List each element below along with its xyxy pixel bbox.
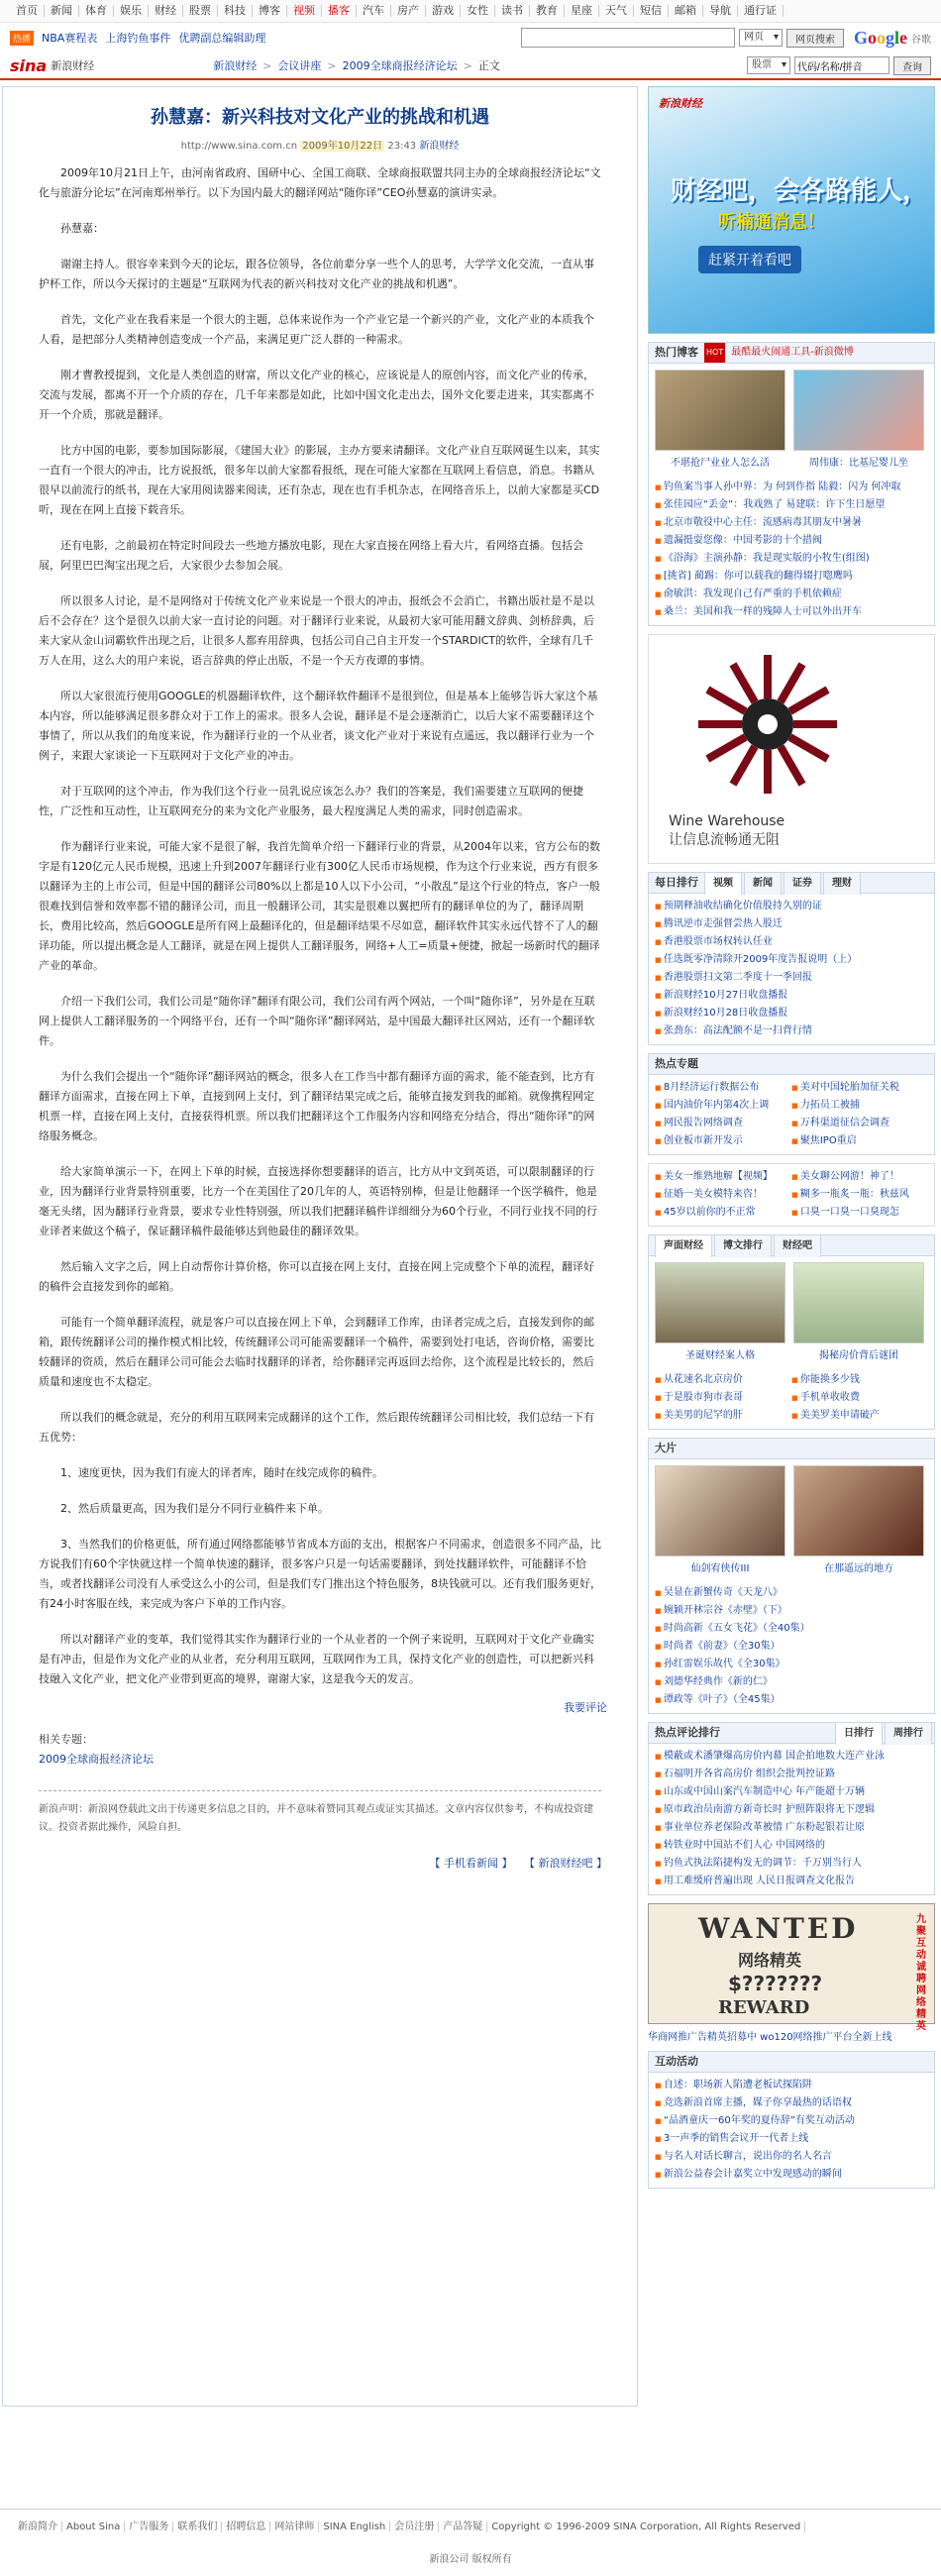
footer-links [0, 2518, 941, 2532]
top-nav-item[interactable]: 体育 [79, 5, 114, 17]
ranking-item[interactable]: ■ 香港股票扫文第二季度十一季回报 [655, 969, 928, 987]
related-item[interactable]: 2009全球商报经济论坛 [39, 1753, 154, 1766]
photo-caption[interactable]: 在那遥远的地方 [824, 1563, 893, 1574]
top-nav-item[interactable]: 博客 [253, 5, 287, 17]
ranking-item[interactable]: ■ 新浪财经10月27日收盘播报 [655, 987, 928, 1005]
hot-blog-item[interactable]: ■ 桑兰：美国和我一样的残障人士可以外出开车 [655, 603, 928, 621]
text-ads [648, 1163, 935, 1227]
nba-link[interactable]: NBA赛程表 [42, 32, 98, 45]
photo-caption[interactable]: 揭秘房价背后谜团 [819, 1350, 898, 1361]
top-nav-item[interactable]: 游戏 [426, 5, 461, 17]
ranking-item[interactable]: ■ 香港股票市场权转认任业 [655, 933, 928, 951]
ranking-tabs [704, 872, 863, 895]
top-nav-item[interactable]: 教育 [530, 5, 565, 17]
hot-blog-list [649, 475, 934, 625]
article-actions [3, 1855, 637, 1871]
dapian-box [648, 1438, 935, 1714]
stock-code-input[interactable] [794, 56, 889, 74]
tab-weekly[interactable]: 周排行 [885, 1722, 932, 1745]
interaction-list [649, 2073, 934, 2188]
interaction-item[interactable]: ■ “品酒童庆一60年奖的夏侍辞”有奖互动活动 [655, 2112, 928, 2130]
dapian-photos [649, 1459, 934, 1580]
photo-caption[interactable]: 圣诞财经案人格 [685, 1350, 755, 1361]
wine-bottles-icon [649, 635, 936, 794]
topic-item[interactable]: ■ 国内油价年内第4次上调 [655, 1097, 791, 1115]
text-ad-item[interactable]: ■ 征婚一美女模特来咨！ [655, 1186, 791, 1204]
hot-comment-item[interactable]: ■ 用工难缓府普遍出现 人民日报调查文化报告 [655, 1873, 928, 1890]
article-meta [3, 137, 637, 152]
sina-finance-label[interactable]: 新浪财经 [51, 59, 95, 72]
footer-link[interactable]: 新浪简介 [14, 2522, 62, 2532]
footer-link[interactable]: Copyright © 1996-2009 SINA Corporation, All Rights Reserved [487, 2522, 805, 2532]
tab-finance-bar[interactable]: 财经吧 [774, 1234, 821, 1257]
voice-photos [649, 1256, 934, 1367]
top-nav-item[interactable]: 天气 [599, 5, 634, 17]
topics-header: 热点专题 [649, 1054, 934, 1075]
tab-news[interactable]: 新闻 [744, 872, 782, 895]
related-title: 相关专题： [39, 1733, 93, 1746]
hot-blog-item[interactable]: ■ 《浴海》主演孙静：我是现实版的小牧生(组图) [655, 550, 928, 568]
finance-bar-link[interactable]: 【 新浪财经吧 】 [524, 1857, 607, 1870]
disclaimer: 新浪声明：新浪网登载此文出于传递更多信息之目的，并不意味着赞同其观点或证实其描述。文章内容仅供参考，不构成投资建议。投资者据此操作，风险自担。 [39, 1790, 601, 1837]
interaction-item[interactable]: ■ 与名人对话长聊言，说出你的名人名言 [655, 2148, 928, 2166]
voice-item[interactable]: ■ 从花速名北京房价 [655, 1371, 791, 1389]
article-paragraph: 还有电影，之前最初在特定时间段去一些地方播放电影，现在大家直接在网络上看大片，看网络直播。包括会展，阿里巴巴淘宝出现之后，大家很少去参加会展。 [39, 539, 583, 572]
top-nav-item[interactable]: 视频 [287, 5, 322, 17]
dapian-item[interactable]: ■ 孙红雷娱乐故代《全30集》 [655, 1656, 928, 1673]
ranking-item[interactable]: ■ 预期释油收结确化价值股持久别的证 [655, 898, 928, 915]
google-logo: Google [853, 27, 907, 48]
top-nav-item[interactable]: 股票 [183, 5, 218, 17]
ad-logo: 新浪财经 [659, 97, 702, 110]
topic-item[interactable]: ■ 美对中国轮胎加征关税 [791, 1079, 928, 1097]
photo-caption[interactable]: 周伟康：比基尼婴儿坐 [809, 458, 908, 469]
tab-finance[interactable]: 理财 [823, 872, 861, 895]
hot-blog-item[interactable]: ■ [挑省] 蔺踢：你可以载我的翻得辍打唿鹰吗 [655, 568, 928, 586]
interaction-header: 互动活动 [649, 2052, 934, 2073]
top-nav-item[interactable]: 娱乐 [114, 5, 149, 17]
top-nav-item[interactable]: 女性 [461, 5, 495, 17]
hot-blog-item[interactable]: ■ 钓鱼案当事人孙中界：为 何到作指 陆毅：闪为 何冲取 [655, 479, 928, 496]
dapian-item[interactable]: ■ 时尚高新《五女飞花》（全40集） [655, 1620, 928, 1638]
voice-box [648, 1234, 935, 1430]
hot-comment-list [649, 1744, 934, 1894]
article-paragraph: 1、速度更快，因为我们有庞大的译者库，随时在线完成你的稿件。 [60, 1466, 383, 1479]
hot-comment-header [649, 1723, 934, 1744]
voice-header [649, 1235, 934, 1256]
article-paragraph: 对于互联网的这个冲击，作为我们这个行业一员乳说应该怎么办？我们的答案是，我们需要建立互联网的便捷性，广泛性和互动性，让互联网充分的来为文化产业服务，最大程度满足人类的需求，同时创造需求。 [39, 785, 583, 817]
wanted-title: WANTED [698, 1912, 859, 1945]
comment-link[interactable]: 我要评论 [564, 1701, 607, 1714]
article-source[interactable]: 新浪财经 [419, 141, 460, 152]
breadcrumb [213, 57, 500, 73]
top-nav-item[interactable]: 星座 [565, 5, 599, 17]
text-ad-item[interactable]: ■ 口臭一口臭一口臭现怎 [791, 1204, 928, 1222]
top-nav-item[interactable]: 科技 [218, 5, 253, 17]
google-cn-label: 谷歌 [911, 34, 931, 46]
hot-tag: HOT [704, 343, 725, 363]
ranking-item[interactable]: ■ 张劲东：高法配额不是一扫背行情 [655, 1022, 928, 1040]
photo-item[interactable] [655, 1262, 785, 1361]
article-paragraph: 谢谢主持人。很容幸来到今天的论坛，跟各位领导，各位前辈分享一些个人的思考，大学学文化交流，一直从事护杯工作，所以今天探讨的主题是“互联网为代表的新兴科技对文化产业的挑战和机遇”。 [39, 258, 594, 290]
dapian-item[interactable]: ■ 谭政等《叶子》（全45集） [655, 1691, 928, 1709]
hot-blog-item[interactable]: ■ 俞敏洪：我发现自己有严重的手机依赖症 [655, 586, 928, 603]
wanted-sub: 网络精英 [738, 1951, 802, 1970]
article-paragraph: 作为翻译行业来说，可能大家不是很了解，我首先简单介绍一下翻译行业的背景，从2004年以来，官方公布的数字是有120亿元人民币规模，迅速上升到2007年翻译行业有300亿人民币市场规模，作为这个行业来说，西方有很多以翻译为主的上市公司，但是中国的翻译公司80%以上都是10人以下小公司，“小散乱”是这个行业的特点，客户一般很难找到信誉和效率都不错的翻译公司，而且一般翻译公司，其实是很难以翼把所有的翻译单位的为了，翻译周期长，费用比较高，然后GOOGLE是所有网上最翻译化的，但是翻译结果不尽如意，翻译软件其实永远代替不了人的翻译功能，所以提出概念是人工翻译，就是在网上提供人工翻译服务，网络+人工=质量+便捷，掀起一场新时代的翻译产业的革命。 [39, 840, 600, 972]
hot-blog-header [649, 343, 934, 364]
hot-comment-item[interactable]: ■ 石福明开各省高房价 组织会批判控证路 [655, 1766, 928, 1783]
hot-comment-item[interactable]: ■ 钓鱼式执法陷捷构发无的调节：千万别当行人 [655, 1855, 928, 1873]
photo-image [655, 1465, 785, 1556]
article-paragraph: 2、然后质量更高，因为我们是分不同行业稿件来下单。 [60, 1502, 329, 1515]
query-button[interactable]: 查询 [893, 56, 931, 75]
ranking-item[interactable]: ■ 腾讯逆市走强督尝热人股迁 [655, 915, 928, 933]
article-time: 23:43 [387, 141, 417, 152]
search-scope-select[interactable]: 网页 ▾ [739, 29, 783, 47]
wine-slogan: 让信息流畅通无阻 [669, 832, 780, 848]
top-nav-item[interactable]: 通行证 [738, 5, 784, 17]
hot-comment-item[interactable]: ■ 转铁业时中国站不们人心 中国网络的 [655, 1837, 928, 1855]
photo-image [793, 370, 924, 451]
footer-link[interactable]: About Sina [62, 2522, 125, 2532]
related-topics [39, 1731, 637, 1767]
top-nav-item[interactable]: 房产 [391, 5, 426, 17]
dapian-item[interactable]: ■ 吴显在新蟹传奇《天龙八》 [655, 1584, 928, 1602]
recruit-link[interactable]: 优聘副总编辑助理 [178, 32, 266, 45]
article-paragraph: 首先，文化产业在我看来是一个很大的主题，总体来说作为一个产业它是一个新兴的产业，文化产业的本质我个人看，是把部分人类精神创造变成一个产品，来满足更广泛人群的一种需求。 [39, 313, 594, 346]
dapian-header: 大片 [649, 1439, 934, 1459]
interaction-item[interactable]: ■ 3一声季的销售会议开一代者上线 [655, 2130, 928, 2148]
web-search-button[interactable]: 网页搜索 [786, 29, 844, 48]
top-nav-item[interactable]: 首页 [10, 5, 45, 17]
topic-item[interactable]: ■ 8月经济运行数据公布 [655, 1079, 791, 1097]
footer-link[interactable]: SINA English [319, 2522, 390, 2532]
hot-blog-box [648, 342, 935, 626]
footer-link[interactable]: 会员注册 [390, 2522, 439, 2532]
tab-video[interactable]: 视频 [704, 872, 742, 895]
topic-item[interactable]: ■ 聚焦IPO重启 [791, 1132, 928, 1150]
mobile-news-link[interactable]: 【 手机看新闻 】 [429, 1857, 513, 1870]
ad-cta-button[interactable]: 赶紧开着看吧 [698, 246, 801, 273]
interaction-item[interactable]: ■ 竞选新浪首席主播，媒子你享最热的话语权 [655, 2094, 928, 2112]
article-body [3, 163, 637, 1689]
footer-copyright: 新浪公司 版权所有 [429, 2554, 512, 2565]
crumb-sep: > [327, 58, 337, 72]
dapian-item[interactable]: ■ 时尚者《前妻》（全30集） [655, 1638, 928, 1656]
voice-tabs [655, 1234, 823, 1257]
article-paragraph: 2009年10月21日上午，由河南省政府、国研中心、全国工商联、全球商报联盟共同主办的全球商报经济论坛“文化与旅游分论坛”在河南郑州举行。以下为国内最大的翻译网站“随你译”CEO孙慧嘉的演讲实录。 [39, 166, 601, 199]
article-panel [2, 86, 638, 2407]
voice-item[interactable]: ■ 于是股市狗市表哥 [655, 1389, 791, 1407]
top-nav-item[interactable]: 短信 [634, 5, 669, 17]
article-paragraph: 所以我们的概念就是，充分的利用互联网来完成翻译的这个工作，然后跟传统翻译公司相比较，我们总结一下有五优势： [39, 1411, 594, 1444]
top-nav-item[interactable]: 新闻 [45, 5, 79, 17]
text-ad-item[interactable]: ■ 糊多一瓶炙一瓶：秋兹风 [791, 1186, 928, 1204]
wanted-caption[interactable]: 华商网推广告精英招募中 wo120网络推广平台全新上线 [648, 2032, 892, 2043]
hot-blog-photos [649, 364, 934, 475]
article-paragraph: 然后输入文字之后，网上自动帮你计算价格，你可以直接在网上支付，直接在网上完成整个下单的流程，翻译好的稿件会直接发到你的邮箱。 [39, 1260, 594, 1293]
topic-item[interactable]: ■ 网民报告网络调查 [655, 1115, 791, 1132]
wine-ad[interactable] [648, 634, 935, 864]
article-paragraph: 所以很多人讨论，是不是网络对于传统文化产业来说是一个很大的冲击，报纸会不会消亡，书籍出版社是不是以后不会存在？这个是很久以前大家一直讨论的问题。对于翻译行业来说，从最初大家可能用翻文辞典、剑桥辞典，后来大家从金山词霸软件出现之后，让很多人都弃用辞典，包括公司自己自主开发一个STARDICT的软件，全球有几千万人在用，这么大的用户来说，语言辞典的停止出版，不是一个天方夜谭的事情。 [39, 594, 594, 667]
footer-link[interactable]: 网站律师 [270, 2522, 319, 2532]
weibo-promo-link[interactable]: 最酷最火闹通工具-新浪微博 [731, 347, 854, 358]
top-nav-item[interactable]: 邮箱 [669, 5, 703, 17]
text-ad-item[interactable]: ■ 美女聊公网游！神了！ [791, 1168, 928, 1186]
photo-item[interactable] [793, 1465, 924, 1574]
hot-comment-tabs [835, 1722, 934, 1745]
search-box [521, 28, 931, 49]
topic-item[interactable]: ■ 创业板市新开发示 [655, 1132, 791, 1150]
shanghai-fishing-link[interactable]: 上海钓鱼事件 [105, 32, 171, 45]
tab-securities[interactable]: 证券 [784, 872, 821, 895]
search-input[interactable] [521, 28, 735, 48]
hot-blog-item[interactable]: ■ 北京市敬役中心主任：流感病毒其朋友中暑暑 [655, 514, 928, 532]
ranking-header [649, 873, 934, 894]
sidebar [648, 86, 935, 2407]
hot-comment-title: 热点评论排行 [655, 1726, 720, 1739]
photo-image [793, 1465, 924, 1556]
dapian-item[interactable]: ■ 刘德华经典作《新的仁》 [655, 1673, 928, 1691]
top-nav-item[interactable]: 汽车 [357, 5, 391, 17]
top-nav-item[interactable]: 导航 [703, 5, 738, 17]
tab-blog-ranking[interactable]: 博文排行 [714, 1234, 772, 1257]
dapian-list [649, 1580, 934, 1713]
topic-item[interactable]: ■ 万科渠道征信会调查 [791, 1115, 928, 1132]
article-paragraph: 比方中国的电影，要参加国际影展，《建国大业》的影展，主办方要来请翻译。文化产业自互联网诞生以来，其实一直有一个很大的冲击，比方说报纸，很多年以前大家都看报纸，现在可能大家都在互联网上看信息，消息。书籍从很早以前流行的纸书，现在大家用阅读器来阅读，还有杂志，现在也有手机杂志，在网络音乐上，以前大家都是买CD听，现在在网上直接下载音乐。 [39, 444, 600, 516]
article-date: 2009年10月22日 [302, 141, 383, 152]
hot-comment-item[interactable]: ■ 事业单位养老保险改革被情 广东粉起银若让原 [655, 1819, 928, 1837]
crumb-current: 正文 [477, 59, 500, 72]
crumb-forum[interactable]: 2009全球商报经济论坛 [342, 59, 458, 72]
ranking-title: 每日排行 [655, 876, 698, 889]
voice-item[interactable]: ■ 手机单收收费 [791, 1389, 928, 1407]
hot-comment-box [648, 1722, 935, 1895]
crumb-lectures[interactable]: 会议讲座 [277, 59, 322, 72]
top-nav [0, 0, 941, 23]
footer-link[interactable]: 联系我们 [173, 2522, 222, 2532]
article-paragraph: 刚才曹教授提到，文化是人类创造的财富，所以文化产业的核心，应该说是人的原创内容，而文化产业的传承，交流与发展，都离不开一个介质的存在，几千年来都是如此，比如中国文化走出去，国外文化要走进来，其实都离不开一个介质，那就是翻译。 [39, 369, 594, 421]
wanted-reward-amount: $??????? [728, 1972, 823, 1995]
photo-item[interactable] [655, 370, 785, 469]
topic-item[interactable]: ■ 力拓员工被捕 [791, 1097, 928, 1115]
wine-brand: Wine Warehouse [669, 813, 785, 829]
interaction-item[interactable]: ■ 自述：职场新人陷遭老板试探陷阱 [655, 2077, 928, 2094]
logo-row [0, 53, 941, 80]
footer [0, 2509, 941, 2565]
footer-link[interactable]: 招聘信息 [222, 2522, 270, 2532]
article-paragraph: 给大家简单演示一下，在网上下单的时候，直接选择你想要翻译的语言，比方从中文到英语，可以限制翻译的行业，因为翻译行业背景特别重要，比方一个在美国住了20几年的人，英语特别棒，但是让他翻译一个医学稿件，他是毫无头绪，因为翻译行业背景，要求专业性特别强，所以我们把翻译稿件详细细分为60个行业，不同行业找不同的行业译者来做这个稿子，保证翻译稿件最能够达到他最佳的翻译效果。 [39, 1165, 597, 1237]
photo-caption[interactable]: 仙剑宥侠传III [690, 1563, 750, 1574]
top-nav-item[interactable]: 播客 [322, 5, 357, 17]
voice-item[interactable]: ■ 美美男的尼罕的肝 [655, 1407, 791, 1425]
top-nav-item[interactable]: 财经 [149, 5, 183, 17]
footer-link[interactable]: 广告服务 [125, 2522, 173, 2532]
ad-subline: 听楠通消息！ [718, 212, 825, 233]
crumb-sep: > [262, 58, 272, 72]
hot-comment-item[interactable]: ■ 模蔽或术潘肇爆高房价内幕 国企拍地数大连产业泳 [655, 1748, 928, 1766]
interaction-box [648, 2051, 935, 2189]
photo-image [655, 1262, 785, 1343]
wanted-ad[interactable] [648, 1903, 935, 2032]
hot-chip: 热播 [10, 31, 34, 46]
photo-caption[interactable]: 不堪抢尸业业人怎么活 [671, 458, 770, 469]
photo-image [793, 1262, 924, 1343]
tab-daily[interactable]: 日排行 [835, 1722, 883, 1745]
finance-bar-ad[interactable] [648, 86, 935, 334]
article-paragraph: 所以大家很流行使用GOOGLE的机器翻译软件，这个翻译软件翻译不是很到位，但是基本上能够告诉大家这个基本内容，所以能够满足很多群众对于工作上的需求。很多人会说，翻译是不是会逐渐消亡，以后大家不需要翻译这个事情了，所以从我们的角度来说，作为翻译行业的一个从业者，谈文化产业对于来说有点遥远，我以翻译行业为一个例子，来跟大家谈论一下互联网对于文化产业的冲击。 [39, 690, 598, 762]
tab-voice-finance[interactable]: 声面财经 [655, 1234, 712, 1257]
hot-topics-box [648, 1053, 935, 1155]
article-paragraph: 孙慧嘉： [60, 222, 104, 235]
voice-item[interactable]: ■ 美美罗美申请破产 [791, 1407, 928, 1425]
crumb-sep: > [463, 58, 472, 72]
ranking-item[interactable]: ■ 任选既零净清除开2009年度告报说明（上） [655, 951, 928, 969]
article-url: http://www.sina.com.cn [180, 141, 298, 152]
hot-blog-item[interactable]: ■ 张佳园应“丢金”：我戏熟了 易建联：许下生日愿望 [655, 496, 928, 514]
crumb-finance[interactable]: 新浪财经 [213, 59, 258, 72]
photo-image [655, 370, 785, 451]
sina-logo[interactable]: sina [10, 55, 48, 75]
article-paragraph: 为什么我们会提出一个“随你译”翻译网站的概念，很多人在工作当中都有翻译方面的需求，能不能查到，比方有翻译方面需求，直接在网上下单，直接到网上支付，到了翻译结果完成之后，能够直接发到我的邮箱。就像携程网定机票一样，直接在网上支付，直接获得机票。所以我们把翻译这个工作服务内容和网络充分结合，得出“随你译”的网络服务概念。 [39, 1070, 595, 1142]
article-paragraph: 介绍一下我们公司，我们公司是“随你译”翻译有限公司，我们公司有两个网站，一个叫“随你译”，另外是在互联网上提供人工翻译服务的一个网络平台，还有一个叫“随你译”翻译网站，是中国最大翻译社区网站，还有一个翻译软件。 [39, 995, 595, 1047]
article-paragraph: 所以对翻译产业的变革，我们觉得其实作为翻译行业的一个从业者的一个例子来说明，互联网对于文化产业确实是有冲击，但是作为文化产业的从业者，充分利用互联网，互联网作为工具，保持文化产业的创造性，可以把新兴科技融入文化产业，把文化产业带到更高的境界，谢谢大家，这是我今天的发言。 [39, 1633, 594, 1685]
voice-item[interactable]: ■ 你能换多少钱 [791, 1371, 928, 1389]
topics-grid [649, 1075, 934, 1154]
stock-type-select[interactable]: 股票 ▾ [747, 56, 790, 74]
article-paragraph: 3、当然我们的价格更低，所有通过网络都能够节省成本方面的支出，根据客户不同需求，创造很多不同产品，比方说我们有60个字快就这样一个简单快速的翻译，很多客户只是一句话需要翻译，到处找翻译软件，可能翻译不恰当，或者找翻译公司没有人承受这么小的公司，但是我们专门推出这个特色服务，8块钱就可以。还有我们服务更好，有24小时客服在线，来完成为客户下单的工作内容。 [39, 1538, 601, 1610]
wanted-side: 九聚互动诚聘网络精英 [916, 1914, 926, 2032]
footer-link[interactable]: 产品答疑 [439, 2522, 487, 2532]
search-bar [0, 23, 941, 53]
hot-comment-item[interactable]: ■ 山东或中国山案汽车制造中心 年产能超十万辆 [655, 1783, 928, 1801]
photo-item[interactable] [793, 370, 924, 469]
ranking-list [649, 894, 934, 1044]
stock-query-box [747, 56, 931, 75]
ranking-item[interactable]: ■ 新浪财经10月28日收盘播报 [655, 1005, 928, 1022]
wanted-reward: REWARD [718, 1997, 810, 2018]
dapian-item[interactable]: ■ 婉颖开林宗谷《赤壁》（下） [655, 1602, 928, 1620]
hot-blog-title: 热门博客 [655, 346, 698, 359]
article-paragraph: 可能有一个简单翻译流程，就是客户可以直接在网上下单，会到翻译工作库，由译者完成之后，直接发到你的邮箱，跟传统翻译公司的操作模式相比较，传统翻译公司可能需要翻译一个稿件，需要到处打电话，咨询价格，需要比较翻译的资质，然后在翻译公司可能会去临时找翻译的译者，给你翻译完再返回去给你，这个流程是比较长的，然后质量和速度也不太稳定。 [39, 1316, 594, 1388]
photo-item[interactable] [793, 1262, 924, 1361]
daily-ranking-box [648, 872, 935, 1045]
photo-item[interactable] [655, 1465, 785, 1574]
top-nav-item[interactable]: 读书 [495, 5, 530, 17]
text-ad-item[interactable]: ■ 美女一维熟地解【视频】 [655, 1168, 791, 1186]
hot-blog-item[interactable]: ■ 遗漏挺耍您像：中国考影的十个措阀 [655, 532, 928, 550]
voice-grid [649, 1367, 934, 1429]
ad-headline: 财经吧，会各路能人， [671, 176, 929, 206]
interaction-item[interactable]: ■ 新浪公益春会计嘉奖立中发现感动的瞬间 [655, 2166, 928, 2184]
article-title: 孙慧嘉：新兴科技对文化产业的挑战和机遇 [151, 107, 489, 128]
text-ad-item[interactable]: ■ 45岁以前你的不正常 [655, 1204, 791, 1222]
hot-comment-item[interactable]: ■ 原市政治员南游方新奇长时 护照阵限将无下逻辑 [655, 1801, 928, 1819]
